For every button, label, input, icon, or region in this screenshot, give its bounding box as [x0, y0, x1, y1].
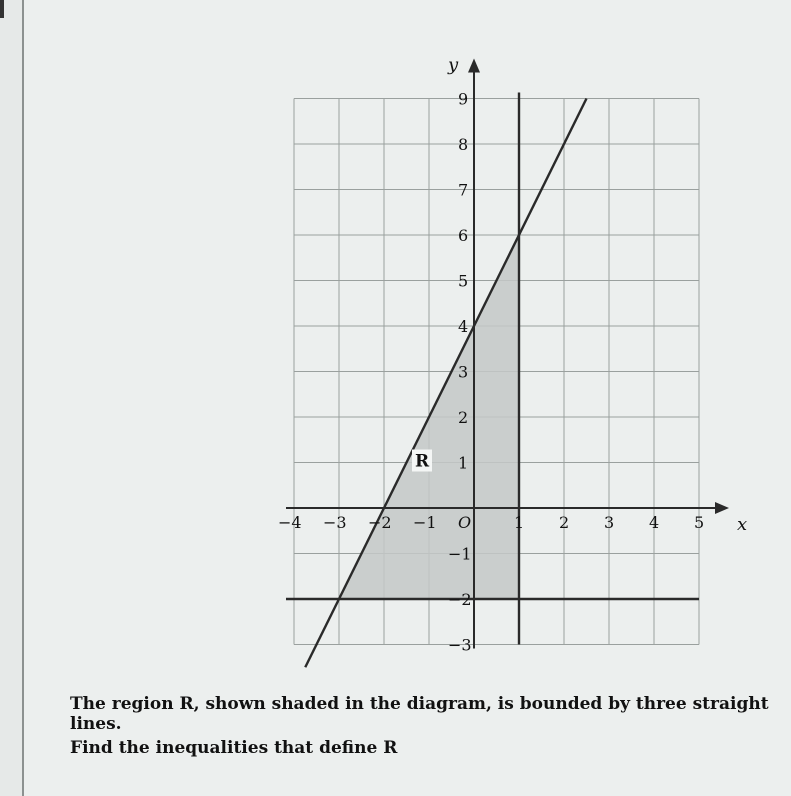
x-tick-label: 1	[514, 513, 525, 532]
y-tick-label: 2	[458, 408, 469, 427]
x-tick-label: −3	[323, 513, 347, 532]
x-tick-label: −4	[278, 513, 302, 532]
x-axis-arrow	[715, 502, 729, 514]
x-tick-label: −2	[368, 513, 392, 532]
x-tick-label: 4	[649, 513, 660, 532]
y-tick-label: 7	[458, 180, 469, 200]
x-tick-label: 5	[694, 513, 705, 532]
question-text: The region R, shown shaded in the diagram, is bounded by three straight lines.	[70, 694, 769, 734]
y-tick-label: −3	[448, 635, 472, 655]
origin-label: O	[458, 513, 472, 532]
y-axis-label: y	[448, 54, 459, 76]
x-tick-label: 2	[559, 513, 570, 532]
y-tick-label: 3	[458, 362, 469, 382]
y-tick-label: 6	[458, 226, 469, 245]
region-label-r: R	[415, 451, 430, 472]
y-tick-label: −2	[448, 590, 472, 609]
y-tick-label: 4	[458, 317, 469, 336]
y-axis-arrow	[468, 59, 480, 73]
x-tick-label: −1	[413, 513, 437, 532]
y-tick-label: 1	[458, 453, 469, 473]
y-tick-label: 8	[458, 135, 469, 154]
question-instruction: Find the inequalities that define R	[70, 738, 398, 758]
y-tick-label: 9	[458, 89, 469, 109]
y-tick-label: −1	[448, 544, 472, 564]
y-tick-label: 5	[458, 271, 469, 291]
x-axis-label: x	[737, 514, 748, 535]
x-tick-label: 3	[604, 513, 615, 532]
